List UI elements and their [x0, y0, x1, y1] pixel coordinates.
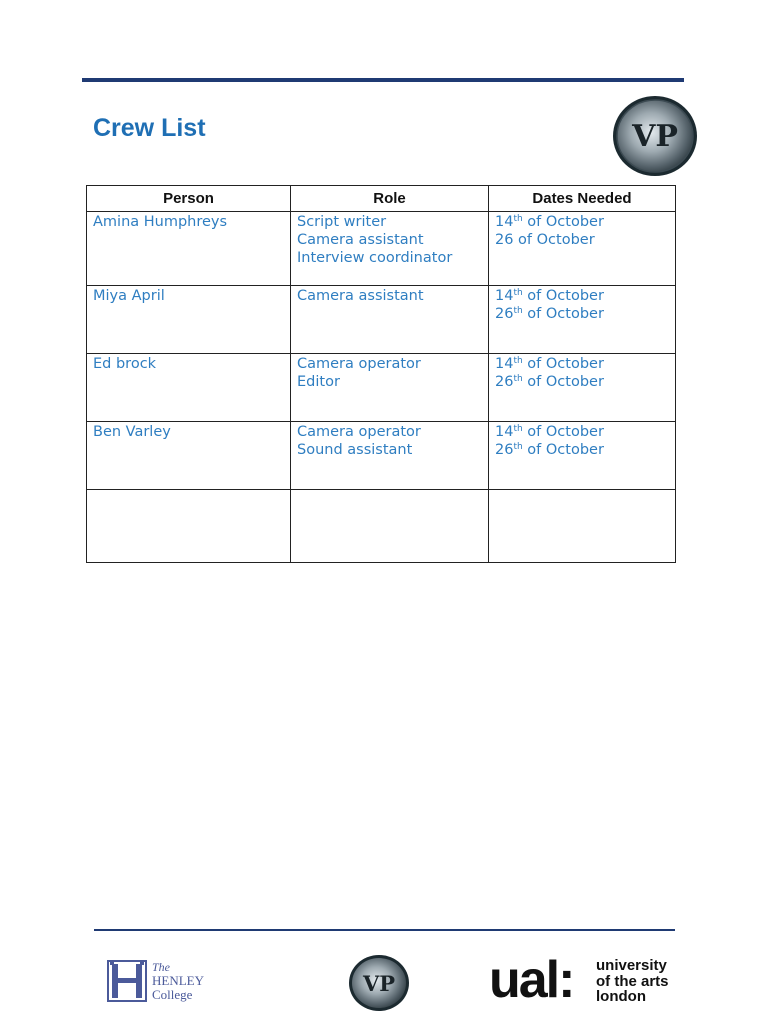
header-dates-needed: Dates Needed	[489, 186, 676, 212]
date-line: 14th of October	[495, 214, 604, 230]
cell-role	[291, 422, 489, 490]
cell-dates-needed	[489, 212, 676, 286]
svg-text:College: College	[152, 987, 193, 1002]
svg-text:VP: VP	[362, 971, 396, 996]
cell-person	[87, 490, 291, 563]
role-line: Camera operator	[297, 424, 421, 440]
cell-role	[291, 490, 489, 563]
date-line: 26th of October	[495, 374, 604, 390]
cell-dates-needed	[489, 490, 676, 563]
role-line: Interview coordinator	[297, 250, 453, 266]
date-line: 26th of October	[495, 306, 604, 322]
cell-dates-needed	[489, 354, 676, 422]
role-line: Script writer	[297, 214, 387, 230]
cell-dates-needed	[489, 286, 676, 354]
vp-logo-text: VP	[632, 119, 678, 154]
table-row	[87, 422, 676, 490]
date-line: 14th of October	[495, 424, 604, 440]
ual-logo	[489, 951, 679, 1009]
cell-person: Ed brock	[87, 354, 291, 422]
role-line: Sound assistant	[297, 442, 413, 458]
page-title: Crew List	[93, 114, 206, 142]
henley-college-logo	[107, 958, 217, 1004]
cell-role	[291, 354, 489, 422]
cell-dates-needed	[489, 422, 676, 490]
date-line: 26 of October	[495, 232, 595, 248]
cell-role	[291, 286, 489, 354]
ual-wordmark: university of the arts london	[596, 957, 669, 1005]
footer-rule	[94, 929, 675, 931]
date-line: 14th of October	[495, 288, 604, 304]
table-row	[87, 286, 676, 354]
role-line: Camera operator	[297, 356, 421, 372]
vp-logo	[611, 94, 699, 178]
vp-logo-small	[348, 954, 410, 1012]
cell-person: Amina Humphreys	[87, 212, 291, 286]
ual-mark: ual:	[489, 951, 574, 1009]
header-rule	[82, 78, 684, 82]
cell-role	[291, 212, 489, 286]
header-person: Person	[87, 186, 291, 212]
svg-text:The: The	[152, 960, 170, 974]
header-role: Role	[291, 186, 489, 212]
table-row	[87, 490, 676, 563]
date-line: 26th of October	[495, 442, 604, 458]
svg-text:HENLEY: HENLEY	[152, 973, 204, 988]
cell-person: Ben Varley	[87, 422, 291, 490]
table-header-row	[87, 186, 676, 212]
cell-person: Miya April	[87, 286, 291, 354]
table-row	[87, 354, 676, 422]
role-line: Camera assistant	[297, 288, 424, 304]
crew-table	[86, 185, 676, 563]
role-line: Camera assistant	[297, 232, 424, 248]
role-line: Editor	[297, 374, 340, 390]
table-row	[87, 212, 676, 286]
date-line: 14th of October	[495, 356, 604, 372]
